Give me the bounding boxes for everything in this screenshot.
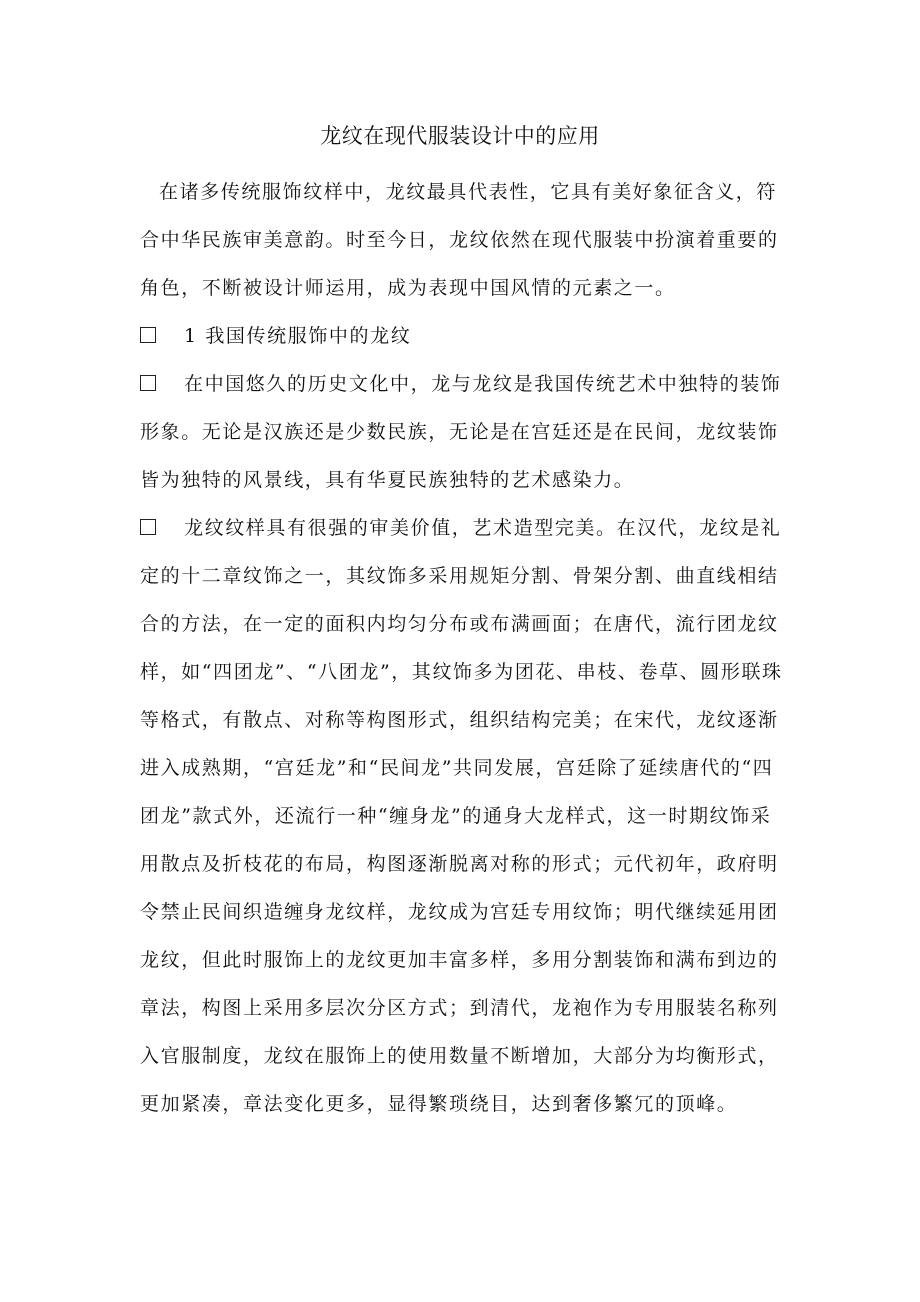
paragraph-text: 在中国悠久的历史文化中，龙与龙纹是我国传统艺术中独特的装饰形象。无论是汉族还是少数民族，无论是在宫廷还是在民间，龙纹装饰皆为独特的风景线，具有华夏民族独特的艺术感染力。 <box>140 373 782 491</box>
paragraph-text: 龙纹纹样具有很强的审美价值，艺术造型完美。在汉代，龙纹是礼定的十二章纹饰之一，其纹饰多采用规矩分割、骨架分割、曲直线相结合的方法，在一定的面积内均匀分布或布满画面；在唐代，流行团龙纹样，如“四团龙”、“八团龙”，其纹饰多为团花、串枝、卷草、圆形联珠等格式，有散点、对称等构图形式，组织结构完美；在宋代，龙纹逐渐进入成熟期，“宫廷龙”和“民间龙”共同发展，宫廷除了延续唐代的“四团龙”款式外，还流行一种“缠身龙”的通身大龙样式，这一时期纹饰采用散点及折枝花的布局，构图逐渐脱离对称的形式；元代初年，政府明令禁止民间织造缠身龙纹样，龙纹成为宫廷专用纹饰；明代继续延用团龙纹，但此时服饰上的龙纹更加丰富多样，多用分割装饰和满布到边的章法，构图上采用多层次分区方式；到清代，龙袍作为专用服装名称列入官服制度，龙纹在服饰上的使用数量不断增加，大部分为均衡形式，更加紧凑，章法变化更多，显得繁琐绕目，达到奢侈繁冗的顶峰。 <box>140 517 783 1115</box>
checkbox-icon <box>140 327 156 343</box>
paragraph-heading <box>140 312 790 360</box>
checkbox-icon <box>140 519 156 535</box>
paragraph-intro <box>140 168 790 312</box>
paragraph-dynasties <box>140 504 790 1128</box>
paragraph-text: 在诸多传统服饰纹样中，龙纹最具代表性，它具有美好象征含义，符合中华民族审美意韵。时至今日，龙纹依然在现代服装中扮演着重要的角色，不断被设计师运用，成为表现中国风情的元素之一。 <box>140 181 779 299</box>
document-title: 龙纹在现代服装设计中的应用 <box>320 124 600 148</box>
document-body <box>140 168 790 1128</box>
paragraph-history <box>140 360 790 504</box>
section-heading: 1 我国传统服饰中的龙纹 <box>184 325 412 347</box>
checkbox-icon <box>140 375 156 391</box>
